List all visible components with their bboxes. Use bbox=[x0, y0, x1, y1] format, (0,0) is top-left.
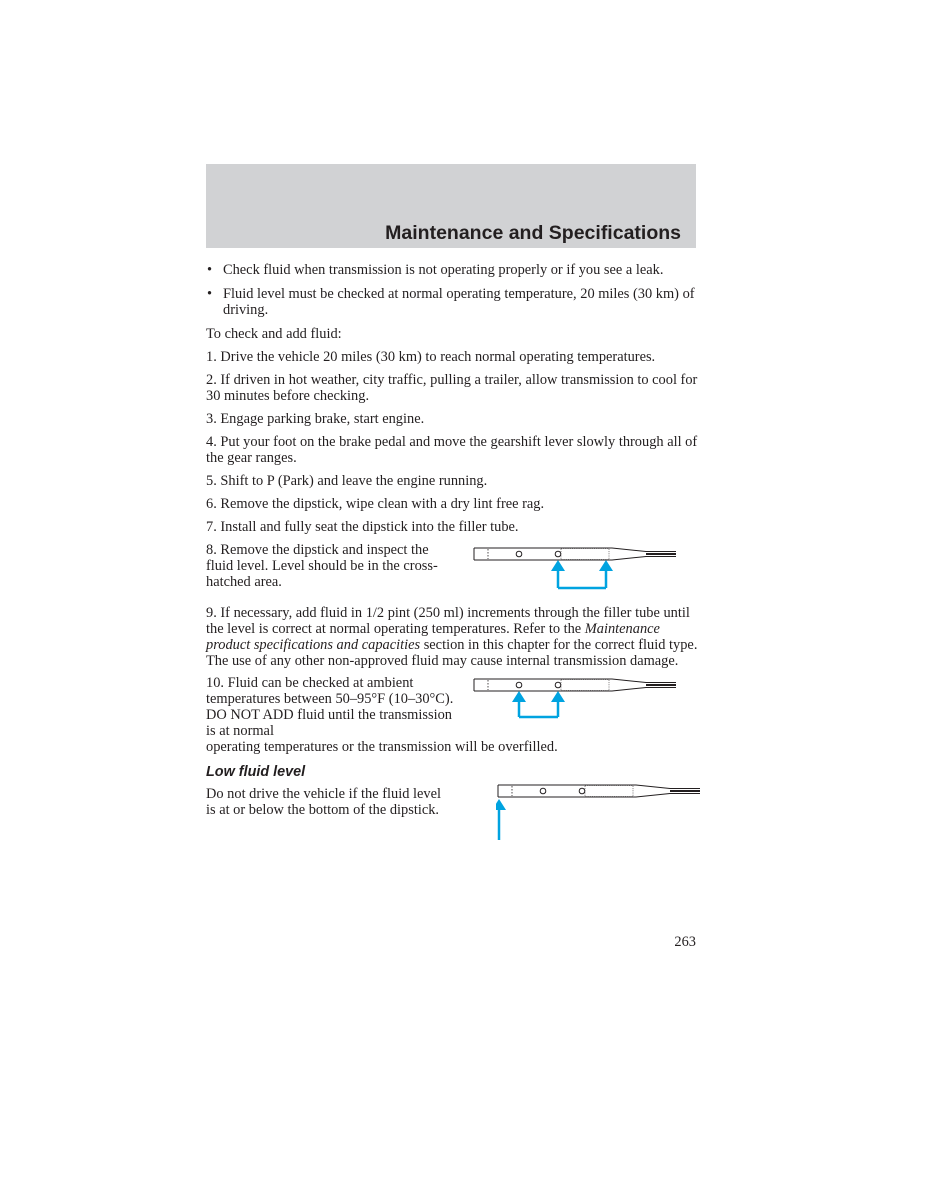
arrow-up-icon bbox=[551, 691, 565, 702]
arrow-up-icon bbox=[551, 560, 565, 571]
step-8-row bbox=[206, 542, 698, 590]
page-content bbox=[206, 262, 698, 818]
dipstick-diagram-full-range bbox=[472, 544, 682, 594]
dipstick-outline bbox=[498, 785, 700, 797]
level-bracket bbox=[519, 701, 558, 717]
intro-text: To check and add fluid: bbox=[206, 326, 342, 342]
step-10-a: 10. Fluid can be checked at ambient temperatures between 50–95°F (10–30°C). DO NOT ADD fluid until the transmission is at normal bbox=[206, 675, 454, 739]
level-bracket bbox=[558, 570, 606, 588]
low-fluid-row bbox=[206, 786, 698, 818]
cross-hatched-area bbox=[585, 786, 633, 797]
dipstick-hole bbox=[540, 788, 546, 794]
bullet-text: Fluid level must be checked at normal operating temperature, 20 miles (30 km) of driving. bbox=[223, 286, 695, 318]
arrow-up-icon bbox=[512, 691, 526, 702]
page-title: Maintenance and Specifications bbox=[385, 222, 681, 244]
step-3: 3. Engage parking brake, start engine. bbox=[206, 411, 425, 427]
step-5: 5. Shift to P (Park) and leave the engine running. bbox=[206, 473, 488, 489]
dipstick-hole bbox=[555, 682, 561, 688]
dipstick-hole bbox=[579, 788, 585, 794]
step-9-emphasis: Maintenance product specifications and capacities bbox=[206, 621, 660, 653]
step-9-text-a: 9. If necessary, add fluid in 1/2 pint (250 ml) increments through the filler tube until the level is correct at normal operating temperatures. Refer to the bbox=[206, 605, 690, 637]
step-4: 4. Put your foot on the brake pedal and move the gearshift lever slowly through all of the gear ranges. bbox=[206, 434, 698, 466]
bullet-text: Check fluid when transmission is not operating properly or if you see a leak. bbox=[223, 262, 664, 278]
step-8: 8. Remove the dipstick and inspect the fluid level. Level should be in the cross-hatched area. bbox=[206, 542, 438, 590]
low-fluid-heading: Low fluid level bbox=[206, 764, 306, 780]
arrow-up-icon bbox=[599, 560, 613, 571]
cross-hatched-area bbox=[561, 680, 609, 691]
step-2: 2. If driven in hot weather, city traffic, pulling a trailer, allow transmission to cool for 30 minutes before checking. bbox=[206, 372, 698, 404]
header-band bbox=[206, 164, 696, 248]
step-1: 1. Drive the vehicle 20 miles (30 km) to reach normal operating temperatures. bbox=[206, 349, 656, 365]
bullet-dot: • bbox=[207, 286, 213, 302]
bullet-dot: • bbox=[207, 262, 213, 278]
dipstick-hole bbox=[516, 682, 522, 688]
bullet-item bbox=[206, 262, 698, 278]
step-7: 7. Install and fully seat the dipstick into the filler tube. bbox=[206, 519, 519, 535]
bullet-item bbox=[206, 286, 698, 318]
arrow-up-icon bbox=[496, 799, 506, 810]
dipstick-hole bbox=[516, 551, 522, 557]
step-10-row bbox=[206, 675, 698, 739]
step-10-b: operating temperatures or the transmission will be overfilled. bbox=[206, 739, 558, 755]
page-number: 263 bbox=[674, 934, 696, 950]
dipstick-outline bbox=[474, 548, 676, 560]
low-fluid-text: Do not drive the vehicle if the fluid level is at or below the bottom of the dipstick. bbox=[206, 786, 441, 818]
cross-hatched-area bbox=[561, 549, 609, 560]
step-9 bbox=[206, 605, 698, 669]
step-6: 6. Remove the dipstick, wipe clean with a dry lint free rag. bbox=[206, 496, 545, 512]
dipstick-outline bbox=[474, 679, 676, 691]
dipstick-hole bbox=[555, 551, 561, 557]
step-9-text-b: section in this chapter for the correct fluid type. The use of any other non-approved fluid may cause internal transmission damage. bbox=[206, 637, 698, 669]
dipstick-diagram-ambient-range bbox=[472, 675, 682, 725]
dipstick-diagram-low-level bbox=[496, 781, 706, 841]
